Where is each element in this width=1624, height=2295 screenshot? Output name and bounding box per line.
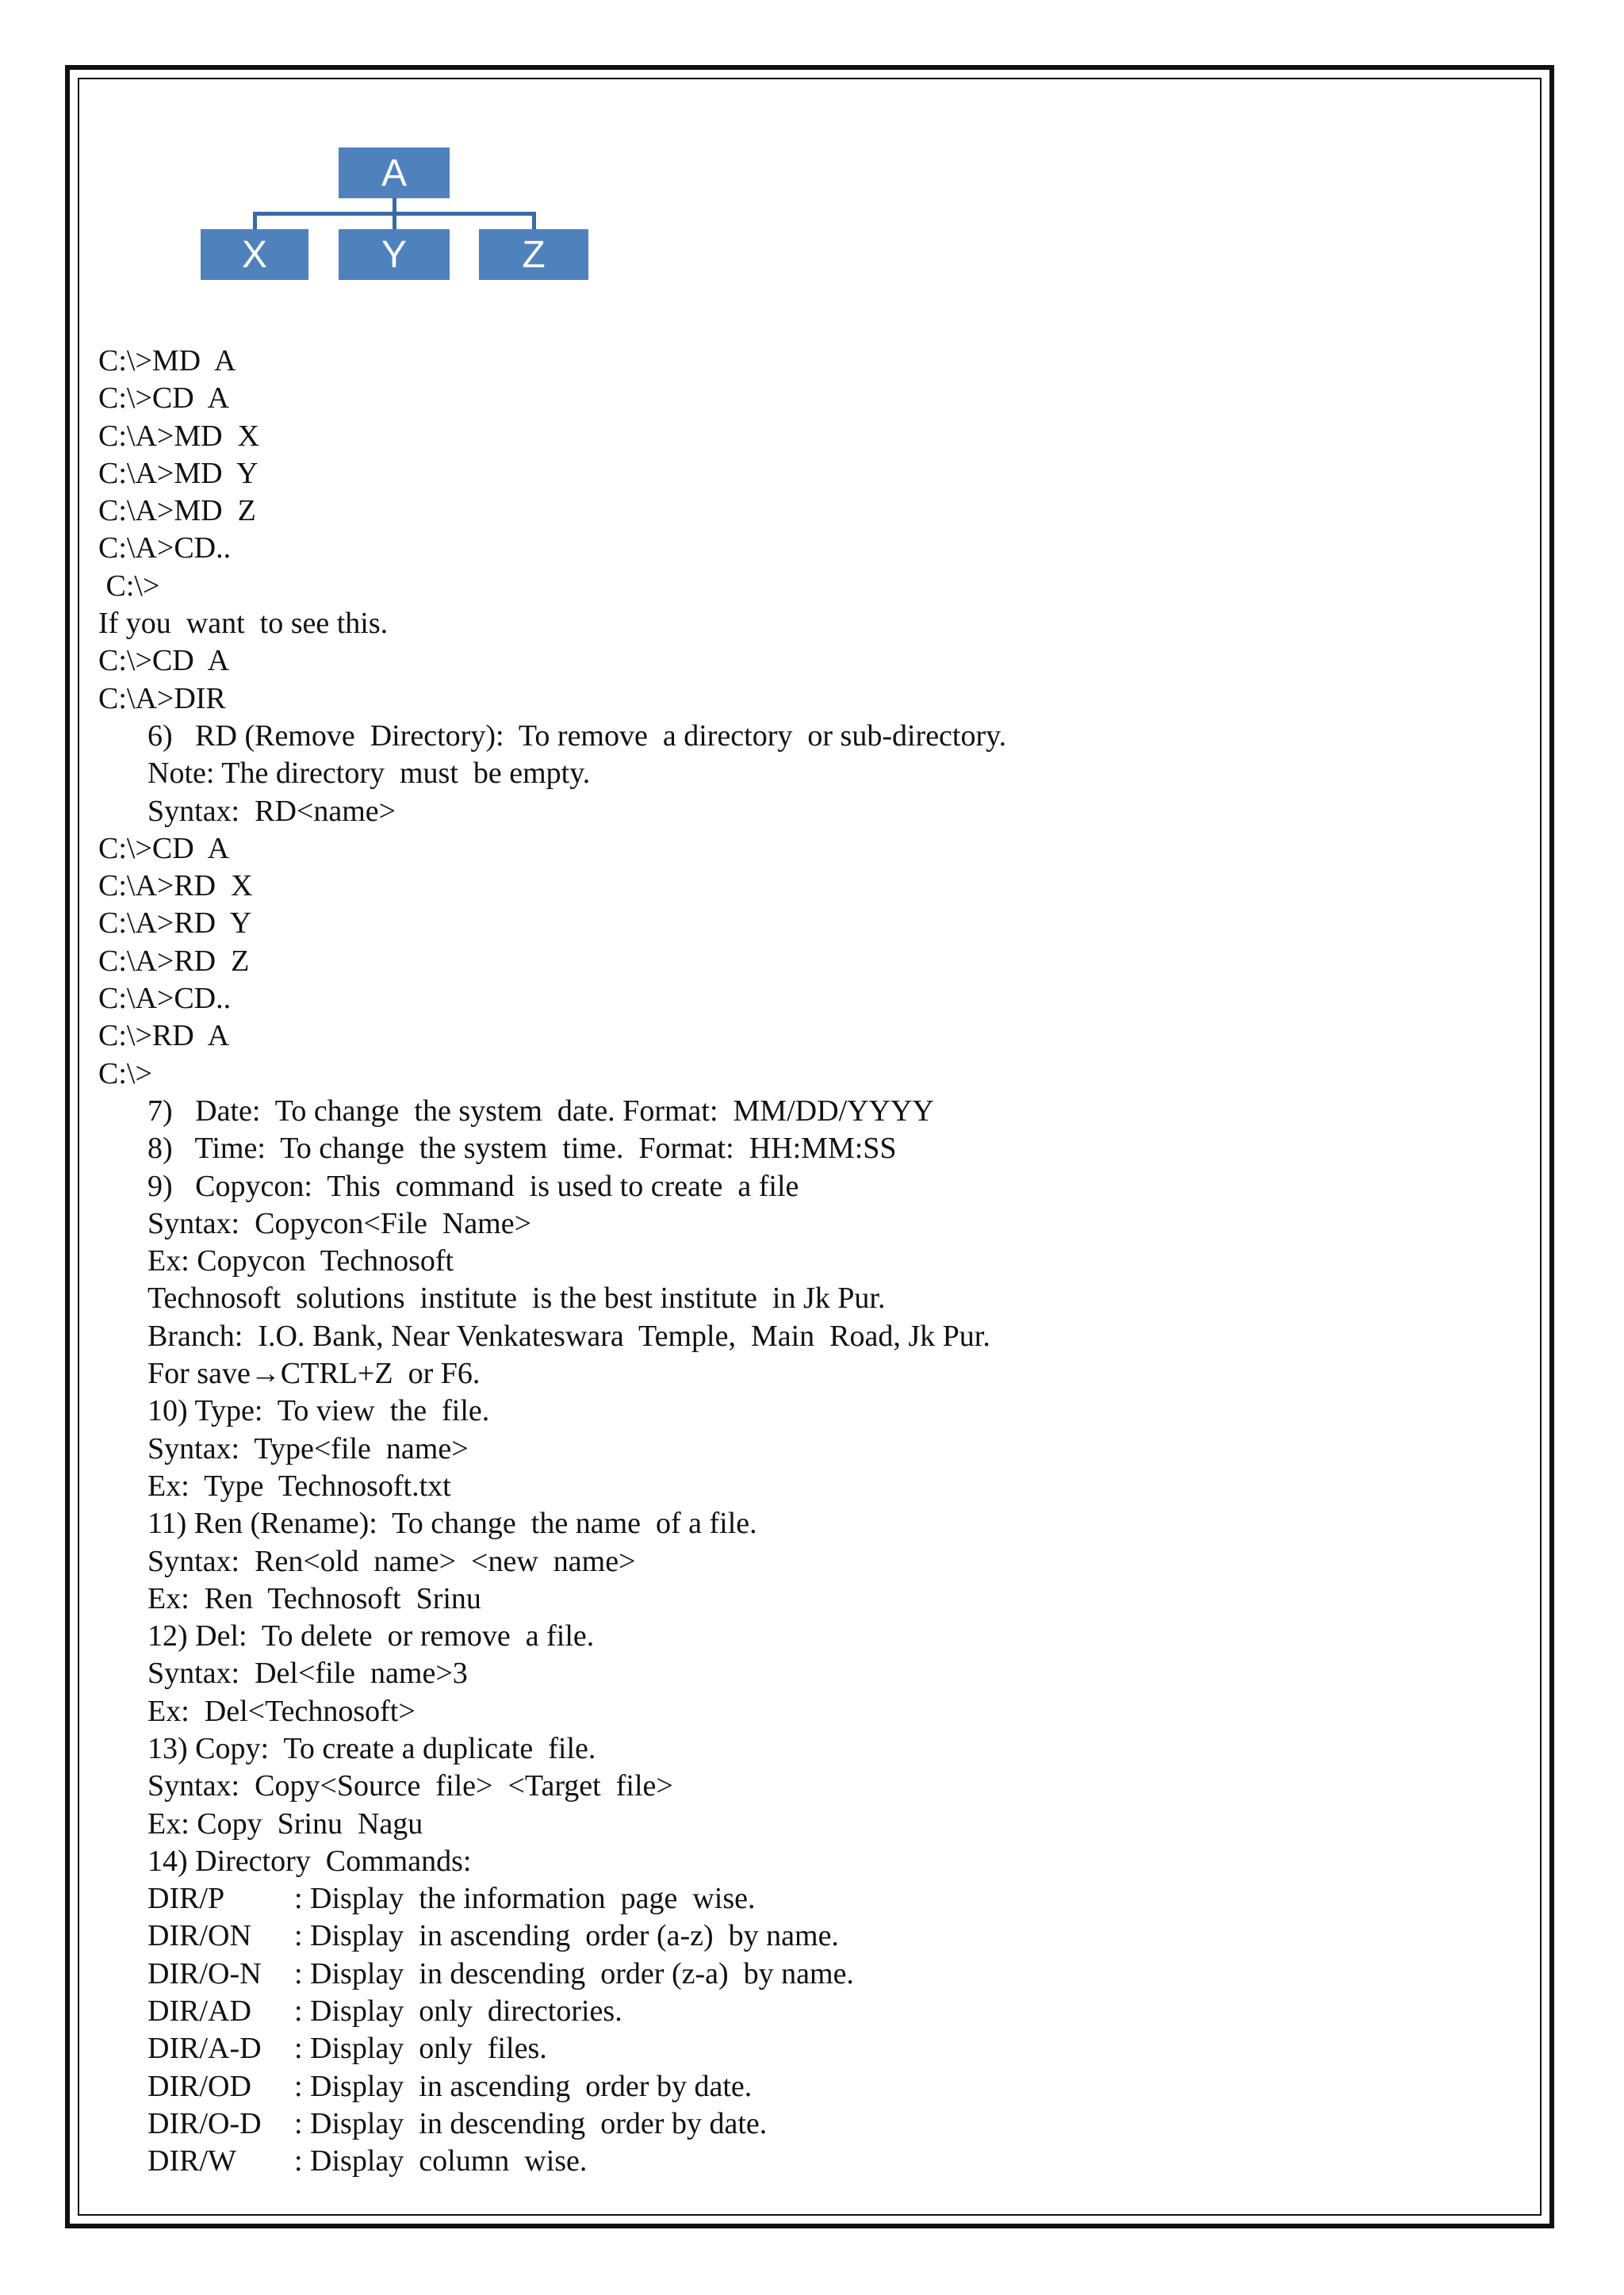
text-line: C:\A>RD Y xyxy=(98,906,252,941)
dir-command-description: : Display in descending order by date. xyxy=(294,2106,768,2140)
text-line: C:\A>MD X xyxy=(98,419,260,453)
tree-node-y: Y xyxy=(339,229,450,280)
text-line: C:\A>DIR xyxy=(98,681,226,715)
tree-node-x: X xyxy=(201,229,308,280)
text-line: 12) Del: To delete or remove a file. xyxy=(147,1619,595,1653)
text-line: Branch: I.O. Bank, Near Venkateswara Temple, Main Road, Jk Pur. xyxy=(147,1319,990,1353)
dir-command-description: : Display in ascending order (a-z) by name. xyxy=(294,1919,839,1953)
tree-connector-y xyxy=(393,212,396,229)
tree-connector-z xyxy=(532,212,536,229)
text-line: Ex: Del<Technosoft> xyxy=(147,1694,416,1728)
dir-command-row xyxy=(98,2030,1510,2067)
text-line: C:\>CD A xyxy=(98,831,230,865)
text-line: C:\A>MD Z xyxy=(98,494,256,528)
dir-command-name: DIR/P xyxy=(147,1882,225,1916)
text-line: 7) Date: To change the system date. Format: MM/DD/YYYY xyxy=(147,1094,934,1128)
text-line: Syntax: Del<file name>3 xyxy=(147,1657,468,1691)
dir-command-row xyxy=(98,2068,1510,2105)
text-line: C:\A>RD Z xyxy=(98,944,250,978)
text-line: C:\>CD A xyxy=(98,644,230,678)
dir-command-row xyxy=(98,1956,1510,1993)
dir-command-description: : Display in ascending order by date. xyxy=(294,2069,753,2103)
dir-command-row xyxy=(98,1918,1510,1955)
text-line: Syntax: Type<file name> xyxy=(147,1431,469,1466)
text-line: C:\>RD A xyxy=(98,1019,230,1053)
text-line: C:\> xyxy=(98,1056,152,1090)
dir-command-name: DIR/W xyxy=(147,2144,236,2178)
directory-tree-diagram xyxy=(198,144,595,283)
text-line: 14) Directory Commands: xyxy=(147,1844,472,1878)
text-line: Technosoft solutions institute is the best institute in Jk Pur. xyxy=(147,1282,886,1316)
document-body xyxy=(98,343,1510,2181)
text-line: Ex: Ren Technosoft Srinu xyxy=(147,1581,481,1615)
text-line: If you want to see this. xyxy=(98,607,389,641)
text-line: Syntax: Ren<old name> <new name> xyxy=(147,1544,636,1578)
dir-command-description: : Display only directories. xyxy=(294,1994,622,2029)
text-line: For save→CTRL+Z or F6. xyxy=(147,1357,481,1391)
text-line: Syntax: Copycon<File Name> xyxy=(147,1206,532,1240)
text-line: C:\A>CD.. xyxy=(98,531,232,565)
dir-command-description: : Display in descending order (z-a) by name. xyxy=(294,1956,854,1990)
tree-node-z: Z xyxy=(479,229,588,280)
text-line: 11) Ren (Rename): To change the name of a file. xyxy=(147,1507,757,1541)
dir-command-row xyxy=(98,1880,1510,1918)
dir-command-description: : Display only files. xyxy=(294,2032,547,2066)
dir-command-row xyxy=(98,1993,1510,2030)
text-line: 8) Time: To change the system time. Format: HH:MM:SS xyxy=(147,1132,897,1166)
text-line: C:\A>RD X xyxy=(98,869,253,903)
text-line: Note: The directory must be empty. xyxy=(147,757,591,791)
text-line: Ex: Copy Srinu Nagu xyxy=(147,1806,423,1841)
tree-node-root: A xyxy=(339,148,450,198)
text-line: Syntax: RD<name> xyxy=(147,794,396,828)
text-line: C:\>CD A xyxy=(98,381,230,416)
dir-command-name: DIR/O-D xyxy=(147,2106,262,2140)
text-line: C:\>MD A xyxy=(98,344,236,377)
text-line: 13) Copy: To create a duplicate file. xyxy=(147,1731,596,1765)
dir-command-description: : Display the information page wise. xyxy=(294,1882,756,1916)
text-line: Ex: Type Technosoft.txt xyxy=(147,1469,451,1503)
tree-connector-x xyxy=(253,212,257,229)
text-line: Syntax: Copy<Source file> <Target file> xyxy=(147,1769,673,1803)
dir-command-name: DIR/ON xyxy=(147,1919,251,1953)
dir-command-name: DIR/AD xyxy=(147,1994,251,2029)
dir-command-name: DIR/OD xyxy=(147,2069,251,2103)
text-line: C:\> xyxy=(98,569,160,603)
dir-command-row xyxy=(98,2105,1510,2143)
text-line: 6) RD (Remove Directory): To remove a directory or sub-directory. xyxy=(147,718,1007,753)
text-line: 9) Copycon: This command is used to create a file xyxy=(147,1169,799,1203)
text-line: 10) Type: To view the file. xyxy=(147,1394,490,1428)
dir-command-description: : Display column wise. xyxy=(294,2144,588,2178)
dir-command-name: DIR/O-N xyxy=(147,1956,262,1990)
dir-command-name: DIR/A-D xyxy=(147,2032,262,2066)
text-line: C:\A>MD Y xyxy=(98,456,259,490)
dir-command-row xyxy=(98,2143,1510,2180)
text-line: C:\A>CD.. xyxy=(98,982,232,1016)
text-line: Ex: Copycon Technosoft xyxy=(147,1244,454,1278)
